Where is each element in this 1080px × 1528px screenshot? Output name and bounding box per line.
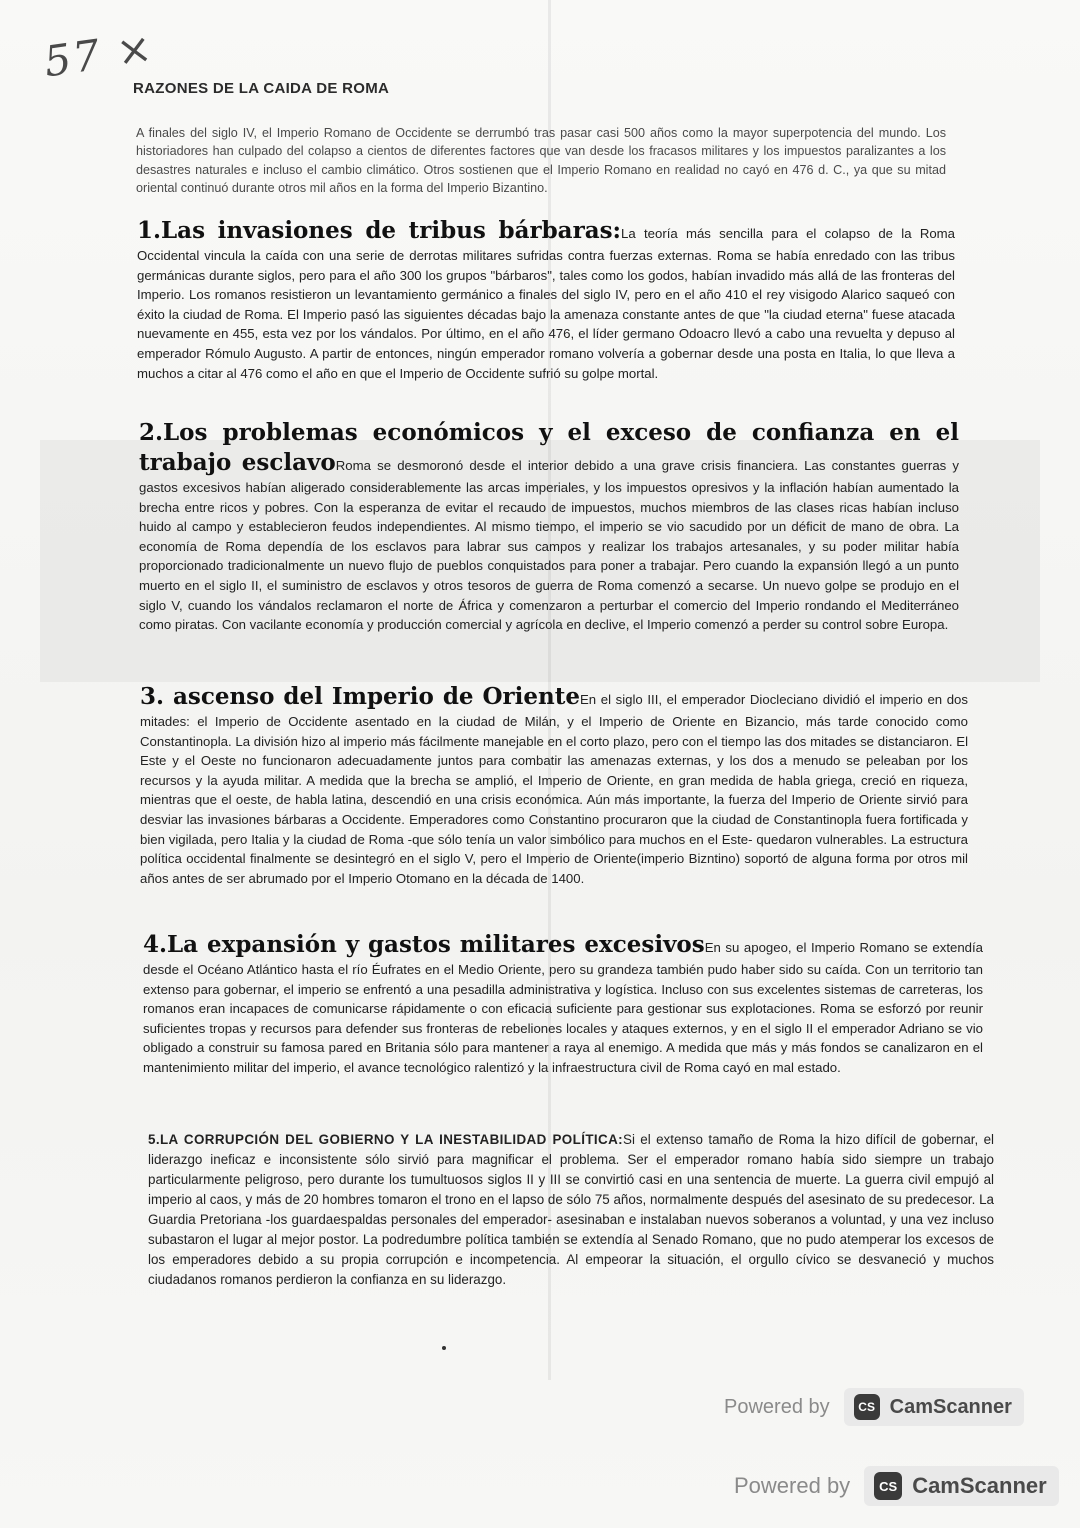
section-1 — [137, 216, 955, 383]
handwritten-mark: 57 × — [41, 22, 157, 87]
section-1-heading: 1.Las invasiones de tribus bárbaras: — [137, 217, 622, 244]
section-4 — [143, 930, 983, 1078]
section-3-body: En el siglo III, el emperador Diocleciano dividió el imperio en dos mitades: el Imperio de Occidente asentado en la ciudad de Milán, y el Imperio de Oriente en Bizancio, más tarde conocido como Constantinopla. La división hizo al imperio más fácilmente manejable en el corto plazo, pero con el tiempo las dos mitades se distanciaron. El Este y el Oeste no funcionaron adecuadamente juntos para combatir las amenazas externas, y los dos a menudo se peleaban por los recursos y la ayuda militar. A medida que la brecha se amplió, el Imperio de Oriente, en gran medida de habla griega, creció en riqueza, mientras que el oeste, de habla latina, descendió en una crisis económica. Aún más importante, la fuerza del Imperio de Oriente sirvió para desviar las invasiones bárbaras a Occidente. Emperadores como Constantino procuraron que la ciudad de Constantinopla fuera fortificada y bien vigilada, pero Italia y la ciudad de Roma -que sólo tenía un valor simbólico para muchos en el Este- quedaron vulnerables. La estructura política occidental finalmente se desintegró en el siglo V, pero el Imperio de Oriente(imperio Bizntino) soportó de alguna forma por otros mil años antes de ser abrumado por el Imperio Otomano en la década de 1400. — [140, 692, 968, 886]
section-4-body: En su apogeo, el Imperio Romano se extendía desde el Océano Atlántico hasta el río Éufrates en el Medio Oriente, pero su grandeza también pudo haber sido su caída. Con un territorio tan extenso para gobernar, el imperio se enfrentó a una pesadilla administrativa y logística. Incluso con sus excelentes sistemas de carreteras, los romanos eran incapaces de comunicarse rápidamente o con eficacia suficiente para gestionar sus explotaciones. Roma se esforzó por reunir suficientes tropas y recursos para defender sus fronteras de rebeliones locales y ataques externos, y en el siglo II el emperador Adriano se vio obligado a construir su famosa pared en Britania sólo para mantener a raya al enemigo. A medida que más y más fondos se canalizaron en el mantenimiento militar del imperio, el avance tecnológico ralentizó y la infraestructura civil de Roma cayó en mal estado. — [143, 940, 984, 1075]
camscanner-icon: CS — [854, 1394, 880, 1420]
section-2 — [139, 418, 959, 635]
intro-paragraph: A finales del siglo IV, el Imperio Romano de Occidente se derrumbó tras pasar casi 500 años como la mayor superpotencia del mundo. Los historiadores han culpado del colapso a cientos de diferentes factores que van desde los fracasos militares y los impuestos paralizantes a los desastres naturales e incluso el cambio climático. Otros sostienen que el Imperio Romano en realidad no cayó en 476 d. C., ya que su mitad oriental continuó durante otros mil años en la forma del Imperio Bizantino. — [136, 126, 946, 196]
powered-by-label: Powered by — [724, 1395, 830, 1418]
section-5 — [148, 1130, 994, 1290]
camscanner-watermark — [724, 1388, 1024, 1426]
camscanner-logo — [844, 1388, 1024, 1426]
section-3-heading: 3. ascenso del Imperio de Oriente — [140, 683, 580, 710]
section-2-heading: 2.Los problemas económicos y el exceso de confianza en el trabajo esclavo — [139, 419, 959, 476]
ink-dot — [442, 1346, 446, 1350]
section-4-heading: 4.La expansión y gastos militares excesivos — [143, 931, 705, 958]
camscanner-icon: CS — [874, 1472, 902, 1500]
section-5-body: Si el extenso tamaño de Roma la hizo difícil de gobernar, el liderazgo ineficaz e inconsistente sólo sirvió para magnificar el problema. Ser el emperador romano había sido siempre un trabajo particularmente peligroso, pero durante los tumultuosos siglos II y III se convirtió casi en una sentencia de muerte. La guerra civil empujó al imperio al caos, y más de 20 hombres tomaron el trono en el lapso de sólo 75 años, normalmente después del asesinato de su predecesor. La Guardia Pretoriana -los guardaespaldas personales del emperador- asesinaban e instalaban nuevos soberanos a voluntad, y una vez incluso subastaron el lugar al mejor postor. La podredumbre política también se extendía al Senado Romano, que no pudo atemperar los excesos de los emperadores debido a su propia corrupción e incompetencia. Al empeorar la situación, el orgullo cívico se desvaneció y muchos ciudadanos romanos perdieron la confianza en su liderazgo. — [148, 1132, 994, 1287]
camscanner-logo — [864, 1466, 1059, 1506]
section-3 — [140, 682, 968, 888]
camscanner-brand: CamScanner — [912, 1473, 1047, 1498]
section-2-body: Roma se desmoronó desde el interior debido a una grave crisis financiera. Las constantes guerras y gastos excesivos habían aligerado considerablemente las arcas imperiales, y los impuestos opresivos y la inflación habían aumentado la brecha entre ricos y pobres. Con la esperanza de evitar el recaudo de impuestos, muchos miembros de las clases ricas habían incluso huido al campo y establecieron feudos independientes. Al mismo tiempo, el imperio se vio sacudido por un déficit de mano de obra. La economía de Roma dependía de los esclavos para labrar sus campos y realizar los trabajos artesanales, y su poder militar había proporcionado tradicionalmente un nuevo flujo de pueblos conquistados para poner a trabajar. Pero cuando la expansión llegó a un punto muerto en el siglo II, el suministro de esclavos y otros tesoros de guerra de Roma comenzó a secarse. Un nuevo golpe se produjo en el siglo V, cuando los vándalos reclamaron el norte de África y comenzaron a perturbar el comercio del Imperio rondando el Mediterráneo como piratas. Con vacilante economía y producción comercial y agrícola en declive, el Imperio comenzó a perder su control sobre Europa. — [139, 458, 960, 633]
camscanner-watermark — [734, 1466, 1059, 1506]
camscanner-brand: CamScanner — [889, 1395, 1012, 1418]
section-1-body: La teoría más sencilla para el colapso de la Roma Occidental vincula la caída con una serie de derrotas militares sufridas contra fuerzas externas. Roma se había enredado con las tribus germánicas durante siglos, pero para el año 300 los grupos "bárbaros", tales como los godos, habían invadido más allá de las fronteras del Imperio. Los romanos resistieron un levantamiento germánico a finales del siglo IV, pero en el año 410 el rey visigodo Alarico saqueó con éxito la ciudad de Roma. El Imperio pasó las siguientes décadas bajo la amenaza constante antes de que "la ciudad eterna" fuese atacada nuevamente en 455, esta vez por los vándalos. Por último, en el año 476, el líder germano Odoacro llevó a cabo una revuelta y depuso al emperador Rómulo Augusto. A partir de entonces, ningún emperador romano volvería a gobernar desde una posta en Italia, lo que lleva a muchos a citar al 476 como el año en que el Imperio de Occidente sufrió su golpe mortal. — [137, 226, 955, 381]
powered-by-label: Powered by — [734, 1473, 851, 1498]
section-5-heading: 5.LA CORRUPCIÓN DEL GOBIERNO Y LA INESTABILIDAD POLÍTICA: — [148, 1132, 624, 1147]
document-title: RAZONES DE LA CAIDA DE ROMA — [133, 80, 390, 97]
